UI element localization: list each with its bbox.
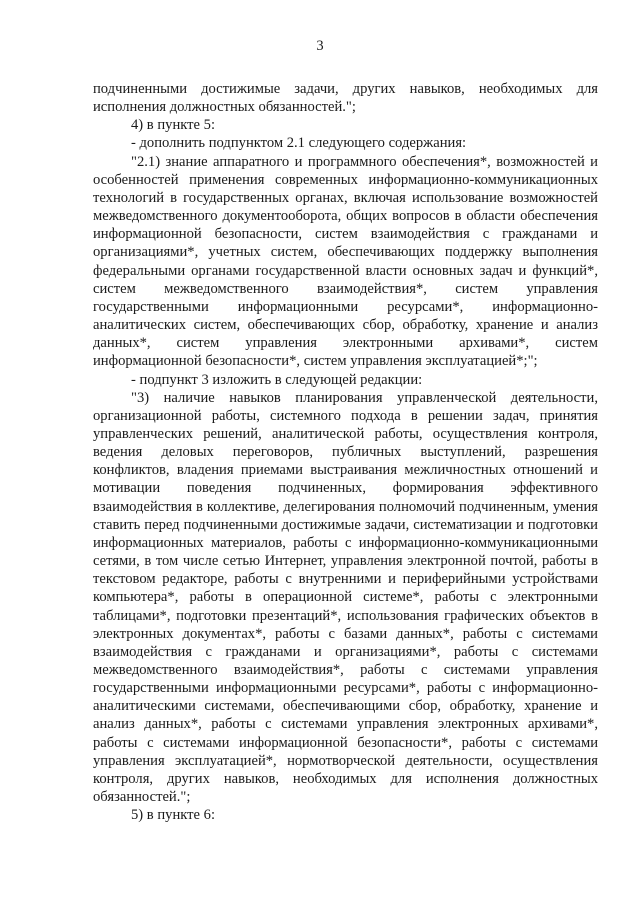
paragraph-item-4: 4) в пункте 5:: [131, 117, 216, 134]
paragraph-item-5: 5) в пункте 6:: [131, 807, 216, 824]
paragraph-subclause-3: "3) наличие навыков планирования управленческой деятельности, организационной работы, системного подхода в решении задач, принятия управленческих решений, аналитической работы, осуществления контроля, ведения деловых переговоров, публичных выступлений, разрешения конфликтов, владения приемами выстраивания межличностных отношений и мотивации поведения подчиненных, формирования эффективного взаимодействия в коллективе, делегирования полномочий подчиненным, умения ставить перед подчиненными достижимые задачи, систематизации и подготовки информационных материалов, работы с информационно-коммуникационными сетями, в том числе сетью Интернет, управления электронной почтой, работы в текстовом редакторе, работы с внутренними и периферийными устройствами компьютера*, работы в операционной системе*, работы с электронными таблицами*, подготовки презентаций*, использования графических объектов в электронных документах*, работы с базами данных*, работы с системами взаимодействия с гражданами и организациями*, работы с системами межведомственного взаимодействия*, работы с системами управления государственными информационными ресурсами*, работы с информационно-аналитическими системами, обеспечивающими сбор, обработку, хранение и анализ данных*, работы с системами управления электронных архивами*, работы с системами информационной безопасности*, работы с системами управления эксплуатацией*, нормотворческой деятельности, осуществления контроля, других навыков, необходимых для исполнения должностных обязанностей.";: [93, 389, 598, 806]
page-number: 3: [316, 38, 324, 54]
paragraph-subclause-2-1: "2.1) знание аппаратного и программного обеспечения*, возможностей и особенностей применения современных информационно-коммуникационных технологий в государственных органах, включая использование возможностей межведомственного документооборота, общих вопросов в области обеспечения информационной безопасности, систем взаимодействия с гражданами и организациями*, учетных систем, обеспечивающих поддержку выполнения федеральными органами государственной власти основных задач и функций*, систем межведомственного взаимодействия*, систем управления государственными информационными ресурсами*, информационно-аналитических систем, обеспечивающих сбор, обработку, хранение и анализ данных*, систем управления электронными архивами*, систем информационной безопасности*, систем управления эксплуатацией*;";: [93, 153, 598, 370]
paragraph-add-subclause: - дополнить подпунктом 2.1 следующего содержания:: [131, 135, 467, 152]
document-body: [93, 80, 598, 824]
paragraph-continuation: подчиненными достижимые задачи, других навыков, необходимых для исполнения должностных обязанностей.";: [93, 81, 598, 116]
paragraph-restate-subclause-3: - подпункт 3 изложить в следующей редакции:: [131, 371, 423, 388]
